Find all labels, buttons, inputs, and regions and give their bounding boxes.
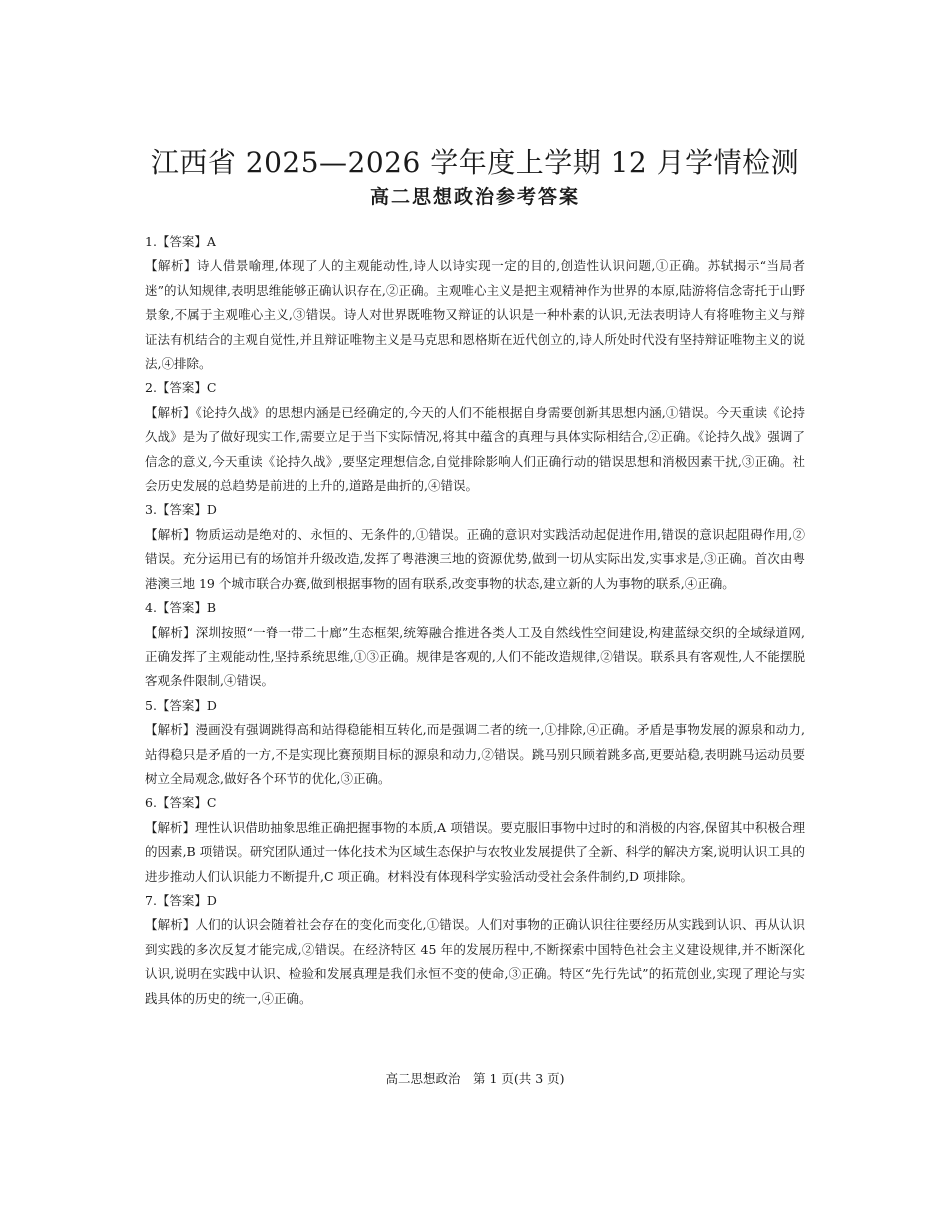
question-block: [145, 498, 805, 596]
answer-line: 2.【答案】C: [145, 380, 217, 396]
question-block: [145, 791, 805, 889]
explanation-text: 【解析】人们的认识会随着社会存在的变化而变化,①错误。人们对事物的正确认识往往要经历从实践到认识、再从认识到实践的多次反复才能完成,②错误。在经济特区 45 年的发展历程中,不断探索中国特色社会主义建设规律,并不断深化认识,说明在实践中认识、检验和发展真理是我们永恒不变的使命,③正确。特区“先行先试”的拓荒创业,实现了理论与实践具体的历史的统一,④正确。: [145, 917, 805, 1006]
explanation-text: 【解析】深圳按照“一脊一带二十廊”生态框架,统筹融合推进各类人工及自然线性空间建设,构建蓝绿交织的全域绿道网,正确发挥了主观能动性,坚持系统思维,①③正确。规律是客观的,人们不能改造规律,②错误。联系具有客观性,人不能摆脱客观条件限制,④错误。: [145, 624, 805, 689]
question-block: [145, 596, 805, 694]
question-block: [145, 376, 805, 498]
answer-line: 1.【答案】A: [145, 234, 216, 249]
answer-line: 4.【答案】B: [145, 600, 217, 616]
answer-line: 5.【答案】D: [145, 697, 217, 713]
document-title: 江西省 2025—2026 学年度上学期 12 月学情检测: [150, 146, 800, 179]
explanation-text: 【解析】《论持久战》的思想内涵是已经确定的,今天的人们不能根据自身需要创新其思想内涵,①错误。今天重读《论持久战》是为了做好现实工作,需要立足于当下实际情况,将其中蕴含的真理与具体实际相结合,②正确。《论持久战》强调了信念的意义,今天重读《论持久战》,要坚定理想信念,自觉排除影响人们正确行动的错误思想和消极因素干扰,③正确。社会历史发展的总趋势是前进的上升的,道路是曲折的,④错误。: [145, 404, 805, 494]
answer-line: 6.【答案】C: [145, 795, 217, 811]
explanation-text: 【解析】漫画没有强调跳得高和站得稳能相互转化,而是强调二者的统一,①排除,④正确。矛盾是事物发展的源泉和动力,站得稳只是矛盾的一方,不是实现比赛预期目标的源泉和动力,②错误。跳马别只顾着跳多高,更要站稳,表明跳马运动员要树立全局观念,做好各个环节的优化,③正确。: [145, 722, 805, 786]
question-block: [145, 889, 805, 1011]
question-block: [145, 230, 805, 376]
document-subtitle: 高二思想政治参考答案: [369, 186, 580, 208]
question-block: [145, 694, 805, 792]
explanation-text: 【解析】理性认识借助抽象思维正确把握事物的本质,A 项错误。要克服旧事物中过时的和消极的内容,保留其中积极合理的因素,B 项错误。研究团队通过一体化技术为区域生态保护与农牧业发展提供了全新、科学的解决方案,说明认识工具的进步推动人们认识能力不断提升,C 项正确。材料没有体现科学实验活动受社会条件制约,D 项排除。: [145, 819, 805, 884]
answer-line: 7.【答案】D: [145, 892, 217, 908]
explanation-text: 【解析】物质运动是绝对的、永恒的、无条件的,①错误。正确的意识对实践活动起促进作用,错误的意识起阻碍作用,②错误。充分运用已有的场馆并升级改造,发挥了粤港澳三地的资源优势,做到一切从实际出发,实事求是,③正确。首次由粤港澳三地 19 个城市联合办赛,做到根据事物的固有联系,改变事物的状态,建立新的人为事物的联系,④正确。: [145, 526, 805, 591]
answer-line: 3.【答案】D: [145, 502, 217, 518]
explanation-text: 【解析】诗人借景喻理,体现了人的主观能动性,诗人以诗实现一定的目的,创造性认识问题,①正确。苏轼揭示“当局者迷”的认知规律,表明思维能够正确认识存在,②正确。主观唯心主义是把主观精神作为世界的本原,陆游将信念寄托于山野景象,不属于主观唯心主义,③错误。诗人对世界既唯物又辩证的认识是一种朴素的认识,无法表明诗人有将唯物主义与辩证法有机结合的主观自觉性,并且辩证唯物主义是马克思和恩格斯在近代创立的,诗人所处时代没有坚持辩证唯物主义的说法,④排除。: [145, 258, 805, 372]
page-footer: 高二思想政治 第 1 页(共 3 页): [385, 1071, 565, 1086]
answer-list: [145, 230, 805, 1011]
